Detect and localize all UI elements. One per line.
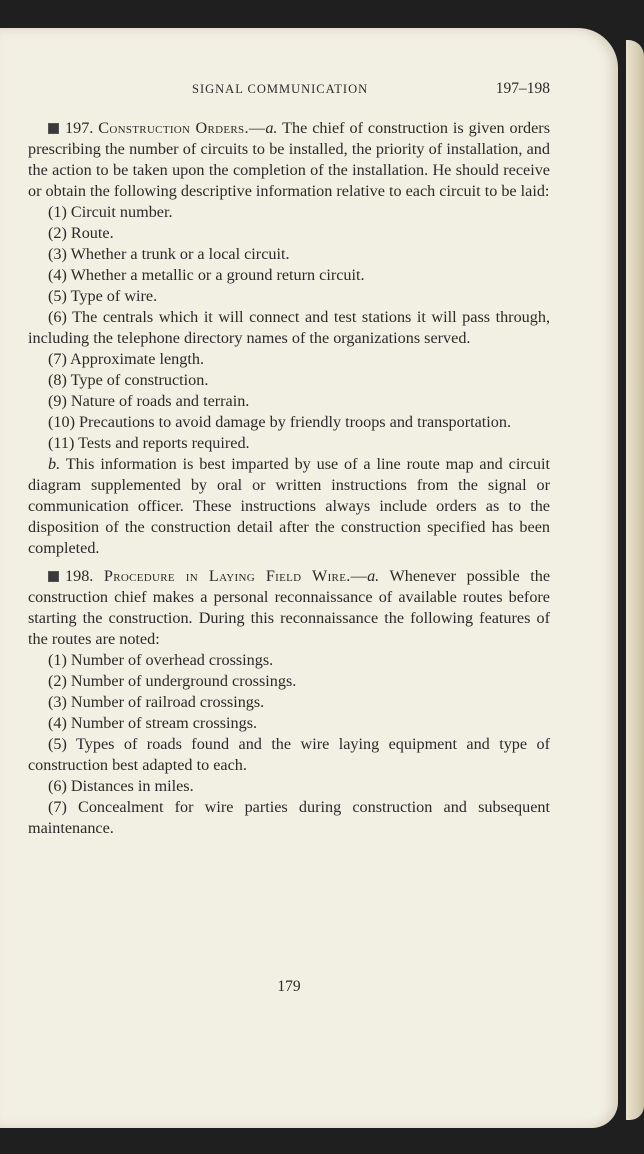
list-item: (2) Route. — [48, 224, 114, 242]
list-item: (1) Circuit number. — [48, 203, 173, 221]
list-item: (1) Number of overhead crossings. — [48, 651, 274, 669]
section-198-intro — [28, 566, 550, 650]
list-item: (4) Whether a metallic or a ground return circuit. — [48, 266, 365, 284]
list-item: (5) Type of wire. — [48, 287, 158, 305]
section-197-intro — [28, 118, 550, 202]
list-item: (6) The centrals which it will connect and test stations it will pass through, including the telephone directory names of the organizations served. — [28, 308, 550, 347]
list-item: (10) Precautions to avoid damage by friendly troops and transportation. — [48, 413, 512, 431]
paragraph-marker-icon — [48, 571, 59, 582]
list-item: (3) Number of railroad crossings. — [48, 693, 265, 711]
section-197-title: Construction Orders.— — [98, 119, 266, 137]
page-edge — [626, 40, 644, 1120]
list-item: (9) Nature of roads and terrain. — [48, 392, 250, 410]
list-item: (6) Distances in miles. — [48, 777, 194, 795]
section-197-sub-b: b. — [48, 455, 61, 473]
section-198-title: Procedure in Laying Field Wire.— — [103, 567, 368, 585]
list-item: (2) Number of underground crossings. — [48, 672, 297, 690]
page-number: 179 — [277, 978, 301, 995]
section-197-para-b-text: This information is best imparted by use of a line route map and circuit diagram supplemented by oral or written instructions from the signal or communication officer. These instructions always include orders as to the disposition of the construction detail after the construction specified has been completed. — [28, 455, 550, 557]
section-197-number: 197. — [65, 119, 94, 137]
section-197-intro-text: The chief of construction is given orders prescribing the number of circuits to be installed, the priority of installation, and the action to be taken upon the completion of the installation. He should receive or obtain the following descriptive information relative to each circuit to be laid: — [28, 119, 550, 200]
list-item: (11) Tests and reports required. — [48, 434, 250, 452]
list-item: (7) Approximate length. — [48, 350, 204, 368]
page-header — [28, 80, 550, 100]
page-range: 197–198 — [495, 80, 550, 97]
section-198-intro-text: Whenever possible the construction chief makes a personal reconnaissance of available routes before starting the construction. During this reconnaissance the following features of the routes are noted: — [28, 567, 551, 648]
paragraph-marker-icon — [48, 123, 59, 134]
list-item: (7) Concealment for wire parties during construction and subsequent maintenance. — [28, 798, 550, 837]
page-body — [28, 118, 550, 839]
section-197-para-b — [28, 454, 550, 559]
running-head: SIGNAL COMMUNICATION — [192, 82, 369, 96]
list-item: (8) Type of construction. — [48, 371, 209, 389]
section-198-number: 198. — [65, 567, 94, 585]
section-198-sub-a: a. — [367, 567, 380, 585]
list-item: (4) Number of stream crossings. — [48, 714, 258, 732]
list-item: (3) Whether a trunk or a local circuit. — [48, 245, 290, 263]
section-197-sub-a: a. — [265, 119, 278, 137]
list-item: (5) Types of roads found and the wire laying equipment and type of construction best adapted to each. — [28, 735, 550, 774]
